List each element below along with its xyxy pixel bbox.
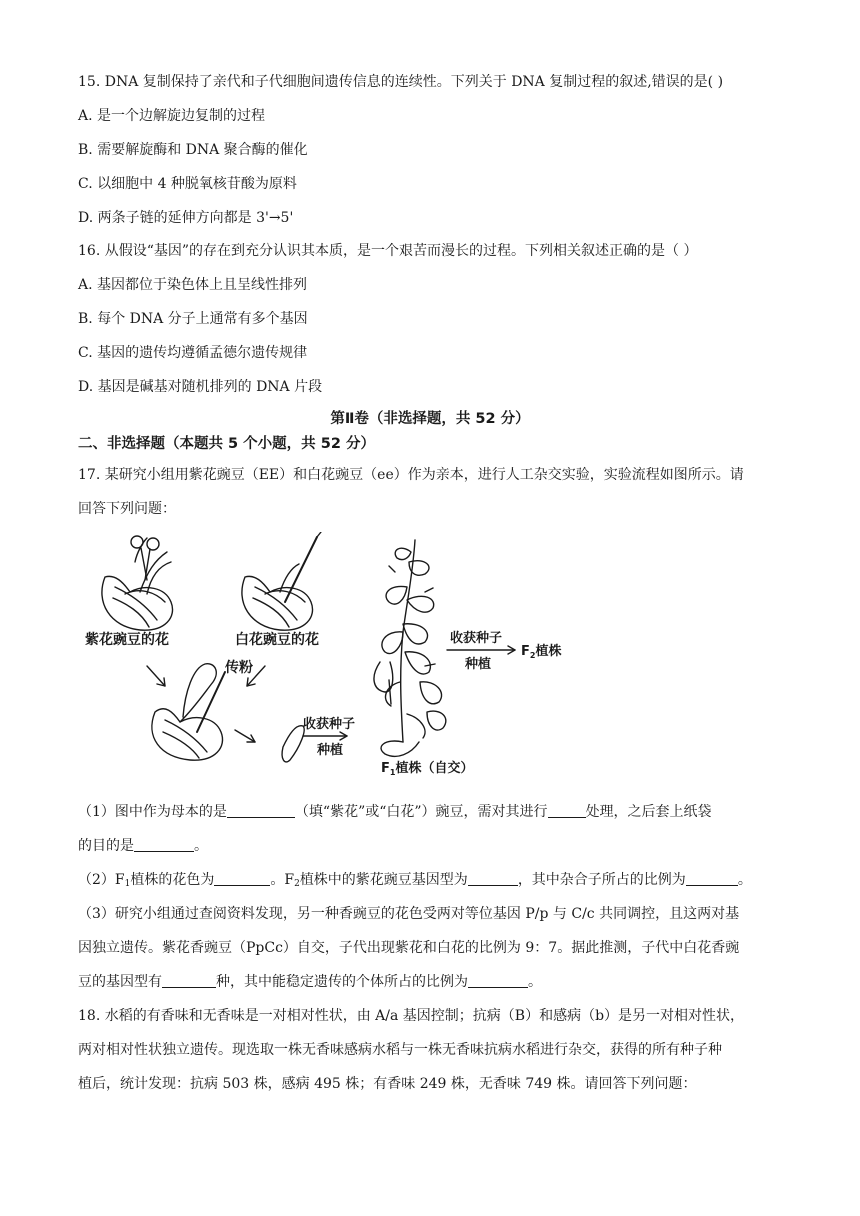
white-flower-label: 白花豌豆的花: [235, 632, 319, 648]
answer-blank[interactable]: [548, 803, 586, 818]
q15-option-d: D. 两条子链的延伸方向都是 3'→5': [78, 210, 294, 226]
hybridization-figure: [85, 532, 585, 782]
answer-blank[interactable]: [227, 803, 295, 818]
answer-blank[interactable]: [162, 973, 216, 988]
answer-blank[interactable]: [468, 973, 528, 988]
q18-line1: 18. 水稻的有香味和无香味是一对相对性状，由 A/a 基因控制；抗病（B）和感病（b）是另一对相对性状，: [78, 1008, 745, 1024]
q17-stem-line1: 17. 某研究小组用紫花豌豆（EE）和白花豌豆（ee）作为亲本，进行人工杂交实验，实验流程如图所示。请: [78, 467, 744, 483]
pollination-label: 传粉: [225, 660, 253, 676]
q16-stem: 16. 从假设“基因”的存在到充分认识其本质，是一个艰苦而漫长的过程。下列相关叙述正确的是（ ）: [78, 243, 698, 259]
plant-label-1: 种植: [317, 743, 344, 758]
q15-stem: 15. DNA 复制保持了亲代和子代细胞间遗传信息的连续性。下列关于 DNA 复制过程的叙述,错误的是( ): [78, 74, 724, 90]
q15-option-c: C. 以细胞中 4 种脱氧核苷酸为原料: [78, 176, 297, 192]
pea-plant-drawing: [374, 540, 446, 756]
section-subtitle: 二、非选择题（本题共 5 个小题，共 52 分）: [78, 436, 375, 452]
white-flower-drawing: [242, 532, 321, 630]
purple-flower-drawing: [102, 536, 173, 630]
q18-line2: 两对相对性状独立遗传。现选取一株无香味感病水稻与一株无香味抗病水稻进行杂交，获得的所有种子种: [78, 1042, 722, 1058]
q15-option-b: B. 需要解旋酶和 DNA 聚合酶的催化: [78, 142, 308, 158]
q17-stem-line2: 回答下列问题：: [78, 501, 176, 517]
f1-plant-label: $F_1$植株（自交）: [381, 761, 474, 777]
purple-flower-label: 紫花豌豆的花: [85, 632, 169, 648]
q16-option-c: C. 基因的遗传均遵循孟德尔遗传规律: [78, 345, 308, 361]
answer-blank[interactable]: [134, 837, 194, 852]
q16-option-a: A. 基因都位于染色体上且呈线性排列: [78, 277, 308, 293]
pollinated-flower-drawing: [152, 664, 225, 760]
q18-line3: 植后，统计发现：抗病 503 株，感病 495 株；有香味 249 株，无香味 749 株。请回答下列问题：: [78, 1076, 697, 1092]
harvest-seeds-label-1: 收获种子: [303, 717, 356, 732]
answer-blank[interactable]: [214, 871, 270, 886]
f2-plant-label: $F_2$植株: [521, 644, 562, 660]
q17-part3-line3: 豆的基因型有 种，其中能稳定遗传的个体所占的比例为 。: [78, 974, 542, 990]
q17-part2: $(2)F_1$植株的花色为 。$F_2$植株中的紫花豌豆基因型为 ，其中杂合子所占的比例为 。: [78, 872, 752, 889]
q17-part1-line2: 的目的是 。: [78, 838, 208, 854]
harvest-seeds-label-2: 收获种子: [450, 631, 503, 646]
answer-blank[interactable]: [686, 871, 738, 886]
pea-pod-drawing: [282, 726, 304, 762]
q15-option-a: A. 是一个边解旋边复制的过程: [78, 108, 266, 124]
plant-label-2: 种植: [465, 657, 492, 672]
q16-option-b: B. 每个 DNA 分子上通常有多个基因: [78, 311, 308, 327]
q17-part3-line2: 因独立遗传。紫花香豌豆（PpCc）自交，子代出现紫花和白花的比例为 9：7。据此推测，子代中白花香豌: [78, 940, 740, 956]
q17-part1-line1: （1）图中作为母本的是 （填“紫花”或“白花”）豌豆，需对其进行 处理，之后套上纸袋: [78, 804, 712, 820]
section-title: 第Ⅱ卷（非选择题，共 52 分）: [330, 411, 530, 427]
answer-blank[interactable]: [468, 871, 518, 886]
q16-option-d: D. 基因是碱基对随机排列的 DNA 片段: [78, 379, 323, 395]
q17-part3-line1: （3）研究小组通过查阅资料发现，另一种香豌豆的花色受两对等位基因 P/p 与 C/c 共同调控，且这两对基: [78, 906, 740, 922]
